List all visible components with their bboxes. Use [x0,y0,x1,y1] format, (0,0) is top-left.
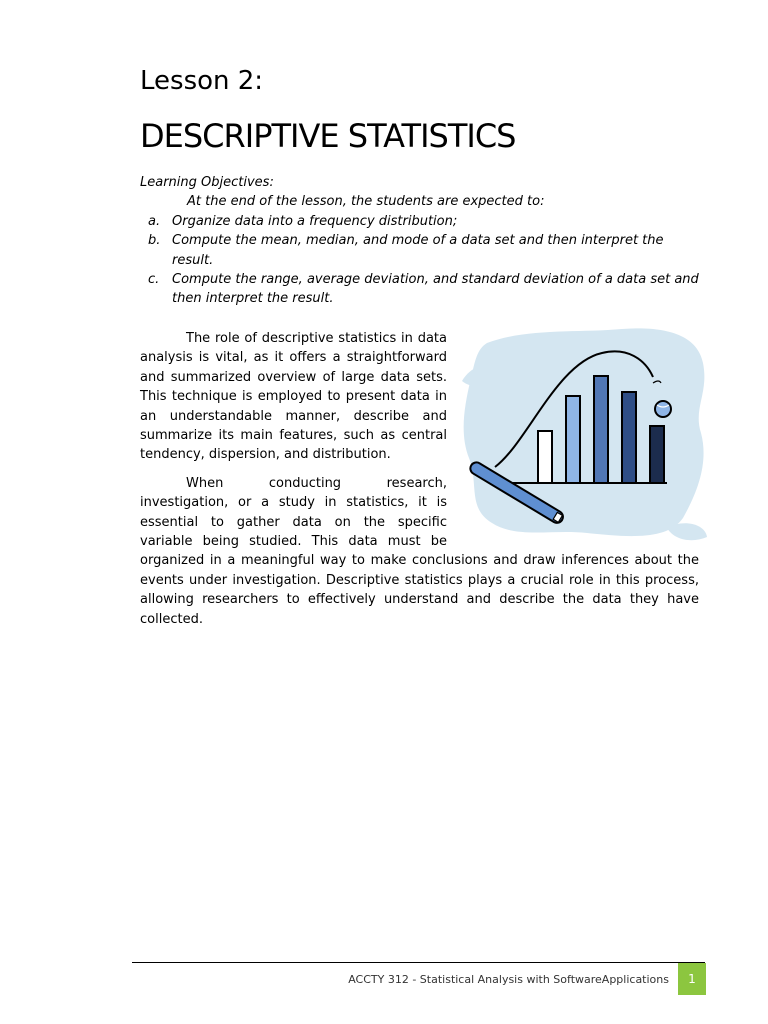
objective-text: Compute the mean, median, and mode of a data set and then interpret the result. [172,233,664,268]
body-text [140,329,699,638]
page-number-badge: 1 [678,963,706,995]
objectives-heading: Learning Objectives: [140,175,274,190]
objective-item [140,231,700,270]
footer-course-title: ACCTY 312 - Statistical Analysis with SoftwareApplications [348,973,669,986]
chart-bar [538,431,552,483]
learning-objectives [140,173,700,309]
chart-bar [594,376,608,483]
chart-bar [622,392,636,483]
baseball-icon [655,401,671,417]
objective-item [140,270,700,309]
paragraph-research: When conducting research, investigation, or a study in statistics, it is essential to gather data on the specific variable being studied. This data must be organized in a meaningful way to make conclusions and draw inferences about the events under investigation. Descriptive statistics plays a crucial role in this process, allowing researchers to effectively understand and describe the data they have collected. [140,475,699,627]
lesson-title: DESCRIPTIVE STATISTICS [140,117,516,155]
bar-chart-baseball-icon [457,323,709,545]
paragraph-intro: The role of descriptive statistics in data analysis is vital, as it offers a straightforward and summarized overview of large data sets. This technique is employed to present data in an understandable manner, describe and summarize its main features, such as central tendency, dispersion, and distribution. [140,331,447,463]
illustration-splash [464,328,705,536]
objective-marker: c. [148,272,160,288]
objective-marker: b. [148,233,161,249]
objective-marker: a. [148,213,161,229]
objective-item [140,212,700,231]
objective-text: Compute the range, average deviation, and standard deviation of a data set and then interpret the result. [172,272,699,307]
lesson-label: Lesson 2: [140,66,264,96]
chart-bar [650,426,664,483]
objective-text: Organize data into a frequency distribution; [172,213,458,229]
footer-divider [132,962,705,963]
chart-bar [566,396,580,483]
objectives-intro: At the end of the lesson, the students are expected to: [187,194,545,210]
